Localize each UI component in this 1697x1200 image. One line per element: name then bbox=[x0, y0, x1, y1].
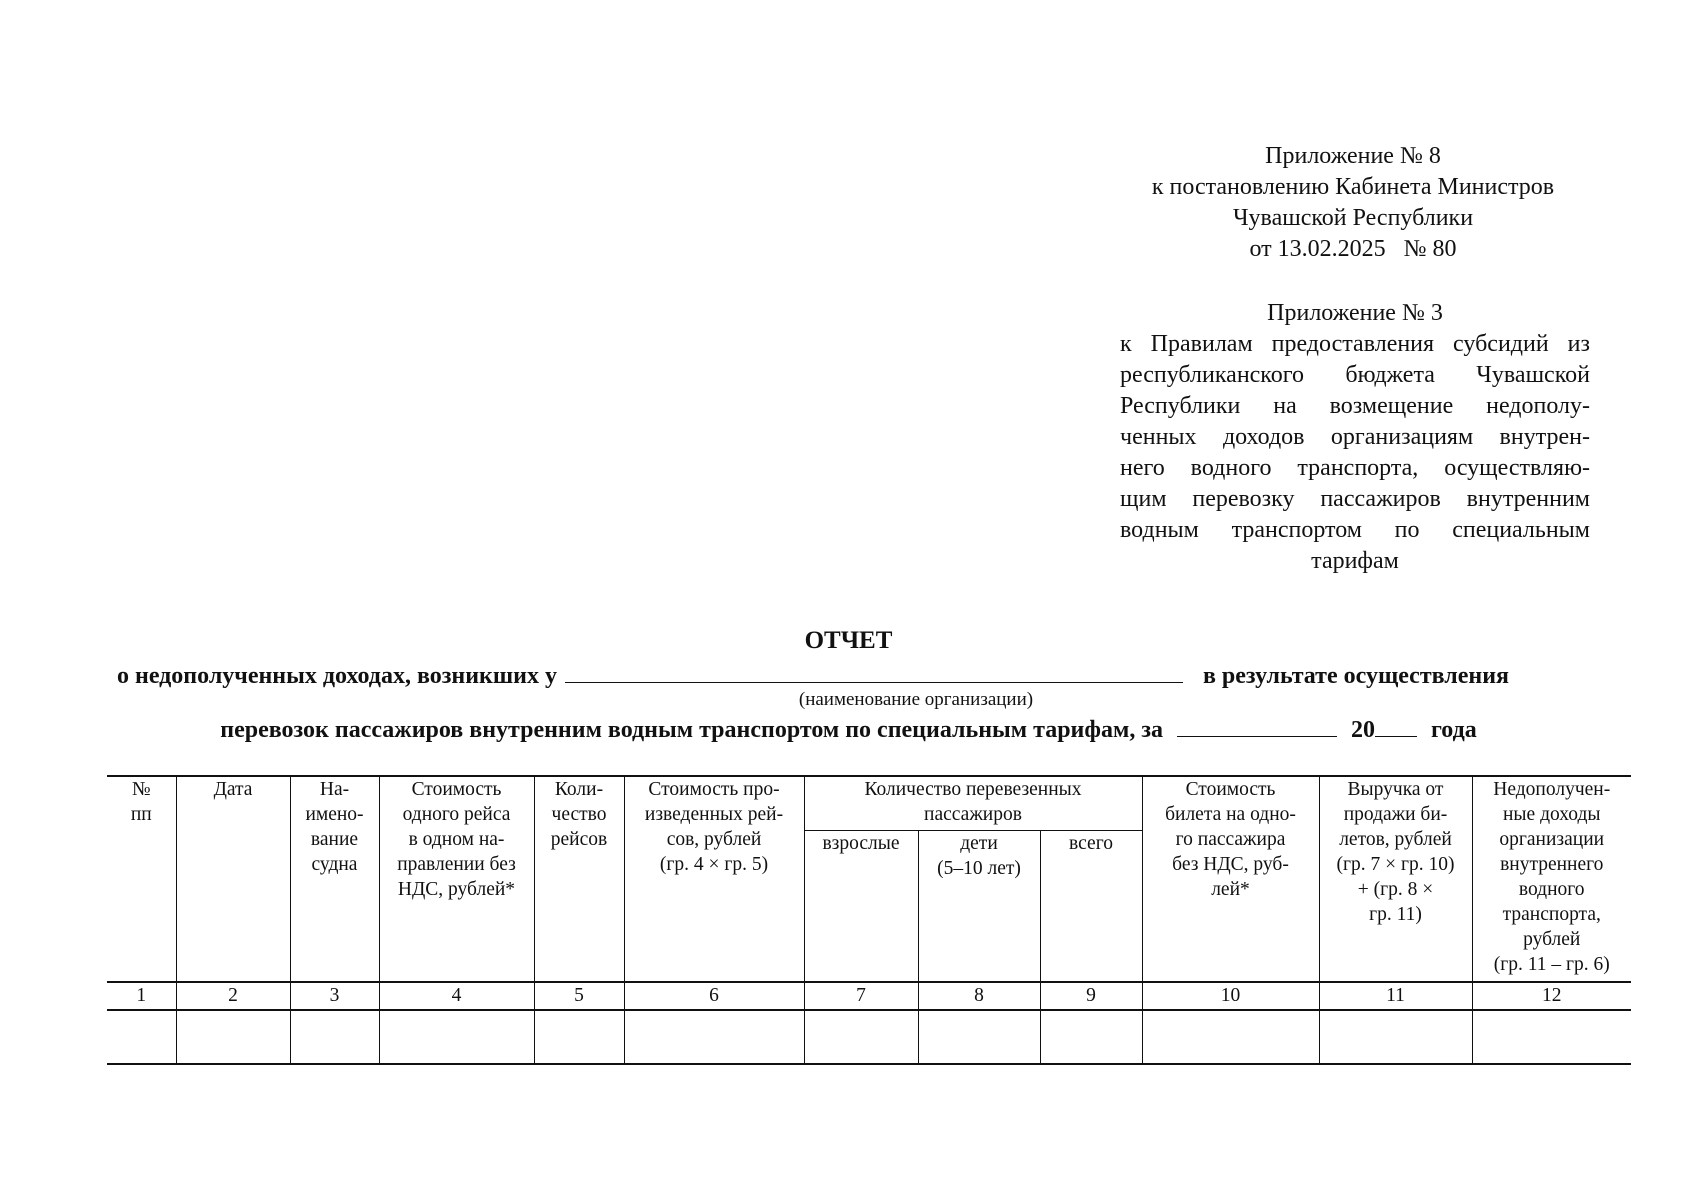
header-total: всего bbox=[1040, 830, 1142, 982]
table-cell[interactable] bbox=[804, 1010, 918, 1064]
column-number: 8 bbox=[918, 982, 1040, 1010]
attachment-3-title: Приложение № 3 bbox=[1267, 300, 1443, 326]
header-date: Дата bbox=[176, 776, 290, 982]
subtitle-start: о недополученных доходах, возникших у bbox=[117, 663, 557, 689]
column-number: 11 bbox=[1319, 982, 1472, 1010]
column-number: 1 bbox=[107, 982, 176, 1010]
header-lost-income: Недополучен- ные доходы организации внутреннего водного транспорта, рублей (гр. 11 – гр. 6) bbox=[1472, 776, 1631, 982]
organization-name-blank[interactable] bbox=[565, 658, 1183, 683]
subtitle-2-start: перевозок пассажиров внутренним водным транспортом по специальным тарифам, за bbox=[220, 717, 1163, 743]
table-cell[interactable] bbox=[107, 1010, 176, 1064]
column-number: 7 bbox=[804, 982, 918, 1010]
column-number: 3 bbox=[290, 982, 379, 1010]
column-number: 4 bbox=[379, 982, 534, 1010]
column-number: 6 bbox=[624, 982, 804, 1010]
column-number: 9 bbox=[1040, 982, 1142, 1010]
header-adults: взрослые bbox=[804, 830, 918, 982]
table-cell[interactable] bbox=[624, 1010, 804, 1064]
report-subtitle-line-2 bbox=[0, 714, 1697, 744]
table-cell[interactable] bbox=[1319, 1010, 1472, 1064]
header-passengers-group: Количество перевезенных пассажиров bbox=[804, 776, 1142, 830]
attachment-8-title: Приложение № 8 bbox=[1265, 143, 1441, 169]
attachment-8-ref: к постановлению Кабинета Министров bbox=[1151, 174, 1555, 200]
table-cell[interactable] bbox=[176, 1010, 290, 1064]
report-subtitle-line-1 bbox=[117, 658, 1587, 690]
attachment-3-line: к Правилам предоставления субсидий из bbox=[1120, 331, 1590, 357]
report-title: ОТЧЕТ bbox=[804, 627, 893, 654]
subtitle-2-end: года bbox=[1430, 717, 1477, 743]
header-trip-cost: Стоимость одного рейса в одном на- правлении без НДС, рублей* bbox=[379, 776, 534, 982]
header-ticket-cost: Стоимость билета на одно- го пассажира без НДС, руб- лей* bbox=[1142, 776, 1319, 982]
table-cell[interactable] bbox=[1472, 1010, 1631, 1064]
table-cell[interactable] bbox=[534, 1010, 624, 1064]
column-number: 12 bbox=[1472, 982, 1631, 1010]
header-revenue: Выручка от продажи би- летов, рублей (гр. 7 × гр. 10) + (гр. 8 × гр. 11) bbox=[1319, 776, 1472, 982]
header-number: № пп bbox=[107, 776, 176, 982]
header-children: дети (5–10 лет) bbox=[918, 830, 1040, 982]
attachment-3-line: щим перевозку пассажиров внутренним bbox=[1120, 486, 1590, 512]
header-trips-total-cost: Стоимость про- изведенных рей- сов, рублей (гр. 4 × гр. 5) bbox=[624, 776, 804, 982]
table-cell[interactable] bbox=[1142, 1010, 1319, 1064]
organization-caption: (наименование организации) bbox=[798, 689, 1034, 710]
attachment-3-line: него водного транспорта, осуществляю- bbox=[1120, 455, 1590, 481]
table-cell[interactable] bbox=[379, 1010, 534, 1064]
attachment-8-republic: Чувашской Республики bbox=[1232, 205, 1474, 231]
attachment-3-line: республиканского бюджета Чувашской bbox=[1120, 362, 1590, 388]
column-number: 10 bbox=[1142, 982, 1319, 1010]
header-vessel-name: На- имено- вание судна bbox=[290, 776, 379, 982]
period-blank[interactable] bbox=[1177, 714, 1337, 737]
attachment-3-line: водным транспортом по специальным bbox=[1120, 517, 1590, 543]
header-trip-count: Коли- чество рейсов bbox=[534, 776, 624, 982]
report-table bbox=[107, 775, 1631, 1065]
year-prefix: 20 bbox=[1350, 717, 1375, 743]
attachment-3-line: Республики на возмещение недополу- bbox=[1120, 393, 1590, 419]
column-number: 5 bbox=[534, 982, 624, 1010]
attachment-8-date: от 13.02.2025 № 80 bbox=[1249, 236, 1457, 262]
attachment-3-block bbox=[1120, 298, 1590, 577]
column-number: 2 bbox=[176, 982, 290, 1010]
subtitle-end: в результате осуществления bbox=[1202, 663, 1510, 689]
attachment-3-last-line: тарифам bbox=[1311, 548, 1399, 574]
attachment-8-block bbox=[1113, 141, 1593, 265]
table-cell[interactable] bbox=[1040, 1010, 1142, 1064]
column-numbers-row bbox=[107, 982, 1631, 1010]
table-row bbox=[107, 1010, 1631, 1064]
table-cell[interactable] bbox=[918, 1010, 1040, 1064]
attachment-3-line: ченных доходов организациям внутрен- bbox=[1120, 424, 1590, 450]
table-cell[interactable] bbox=[290, 1010, 379, 1064]
year-blank[interactable] bbox=[1375, 714, 1417, 737]
